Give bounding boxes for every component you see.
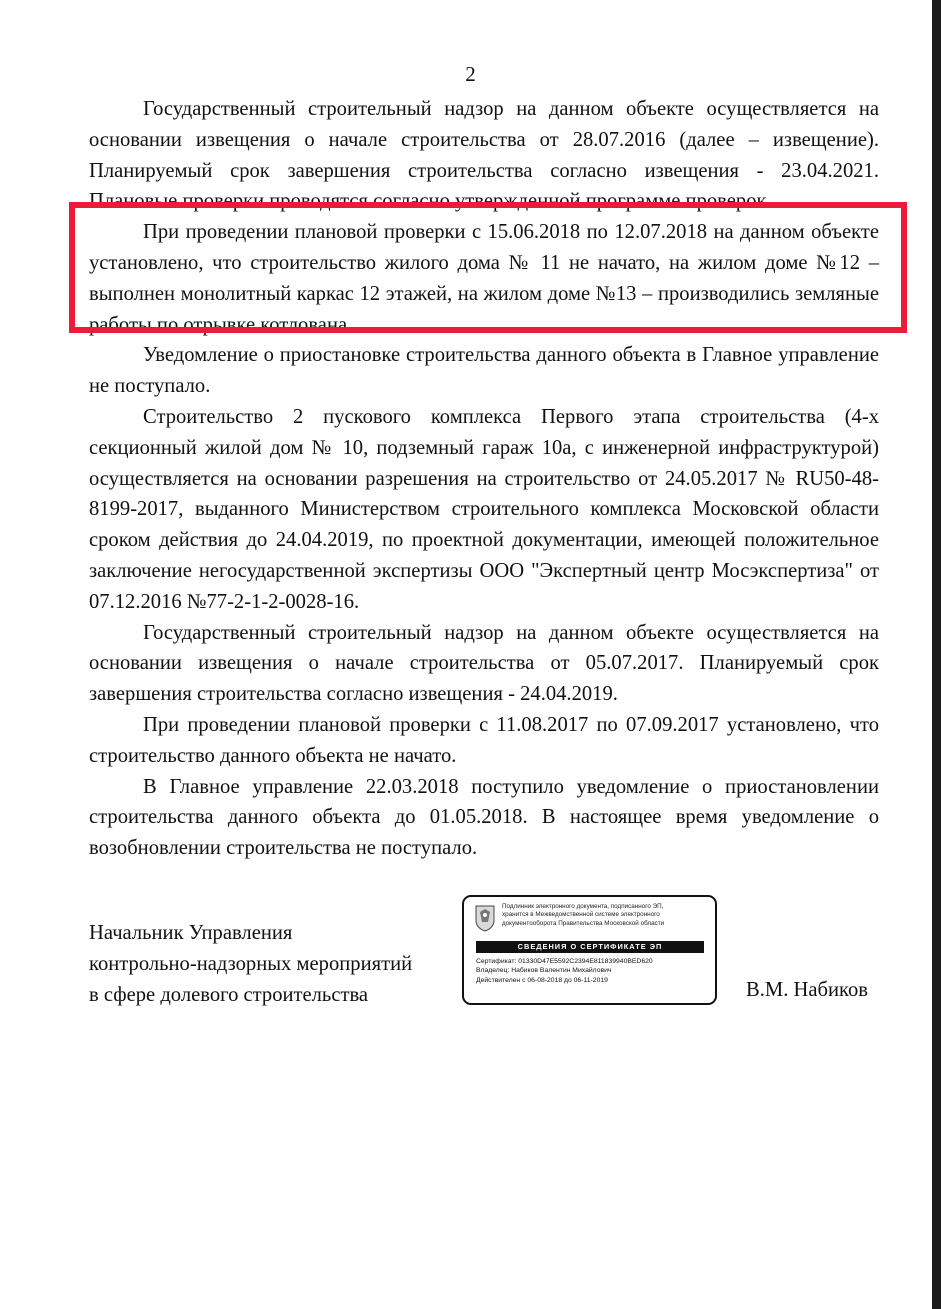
signatory-position-line: в сфере долевого строительства xyxy=(89,984,369,1006)
signatory-position-line: Начальник Управления xyxy=(89,922,293,944)
stamp-title: СВЕДЕНИЯ О СЕРТИФИКАТЕ ЭП xyxy=(476,941,704,953)
stamp-header-line: Подлинник электронного документа, подписанного ЭП, xyxy=(502,903,664,910)
electronic-signature-stamp xyxy=(462,895,717,1005)
paragraph: При проведении плановой проверки с 11.08.2017 по 07.09.2017 установлено, что строительство данного объекта не начато. xyxy=(89,713,879,767)
paragraph: Строительство 2 пускового комплекса Первого этапа строительства (4-х секционный жилой дом № 10, подземный гараж 10а, с инженерной инфраструктурой) осуществляется на основании разрешения на строительство от 24.05.2017 № RU50-48-8199-2017, выданного Министерством строительного комплекса Московской области сроком действия до 24.04.2019, по проектной документации, имеющей положительное заключение негосударственной экспертизы ООО "Экспертный центр Мосэкспертиза" от 07.12.2016 №77-2-1-2-0028-16. xyxy=(89,405,879,613)
certificate-validity: Действителен с 06-08-2018 до 06-11-2019 xyxy=(476,976,608,984)
paragraph: Государственный строительный надзор на данном объекте осуществляется на основании извещения о начале строительства от 05.07.2017. Планируемый срок завершения строительства согласно извещения - 24.04.2019. xyxy=(89,621,879,706)
page-number: 2 xyxy=(465,62,476,86)
signatory-position-line: контрольно-надзорных мероприятий xyxy=(89,953,413,975)
highlighted-paragraph: При проведении плановой проверки с 15.06.2018 по 12.07.2018 на данном объекте установлено, что строительство жилого дома № 11 не начато, на жилом доме №12 – выполнен монолитный каркас 12 этажей, на жилом доме №13 – производились земляные работы по отрывке котлована. xyxy=(89,221,879,336)
signatory-position xyxy=(89,918,412,1011)
highlight-box xyxy=(69,202,907,333)
paragraph: Государственный строительный надзор на данном объекте осуществляется на основании извещения о начале строительства от 28.07.2016 (далее – извещение). Планируемый срок завершения строительства согласно извещения - 23.04.2021. Плановые проверки проводятся согласно утвержденной программе проверок. xyxy=(89,98,879,213)
signatory-name: В.М. Набиков xyxy=(746,979,868,1001)
certificate-number: Сертификат: 01330D47E5592C2394E811839940BED620 xyxy=(476,958,653,965)
stamp-header-line: хранится в Межведомственной системе электронного xyxy=(502,911,660,919)
stamp-header-line: документооборота Правительства Московской области xyxy=(502,919,665,927)
page-right-edge xyxy=(932,0,941,1309)
coat-of-arms-icon xyxy=(474,904,496,932)
stamp-details xyxy=(476,957,712,985)
certificate-owner: Владелец: Набиков Валентин Михайлович xyxy=(476,967,612,975)
paragraph: Уведомление о приостановке строительства данного объекта в Главное управление не поступало. xyxy=(89,344,879,398)
stamp-header xyxy=(502,903,710,928)
paragraph: В Главное управление 22.03.2018 поступило уведомление о приостановлении строительства данного объекта до 01.05.2018. В настоящее время уведомление о возобновлении строительства не поступало. xyxy=(89,775,879,860)
